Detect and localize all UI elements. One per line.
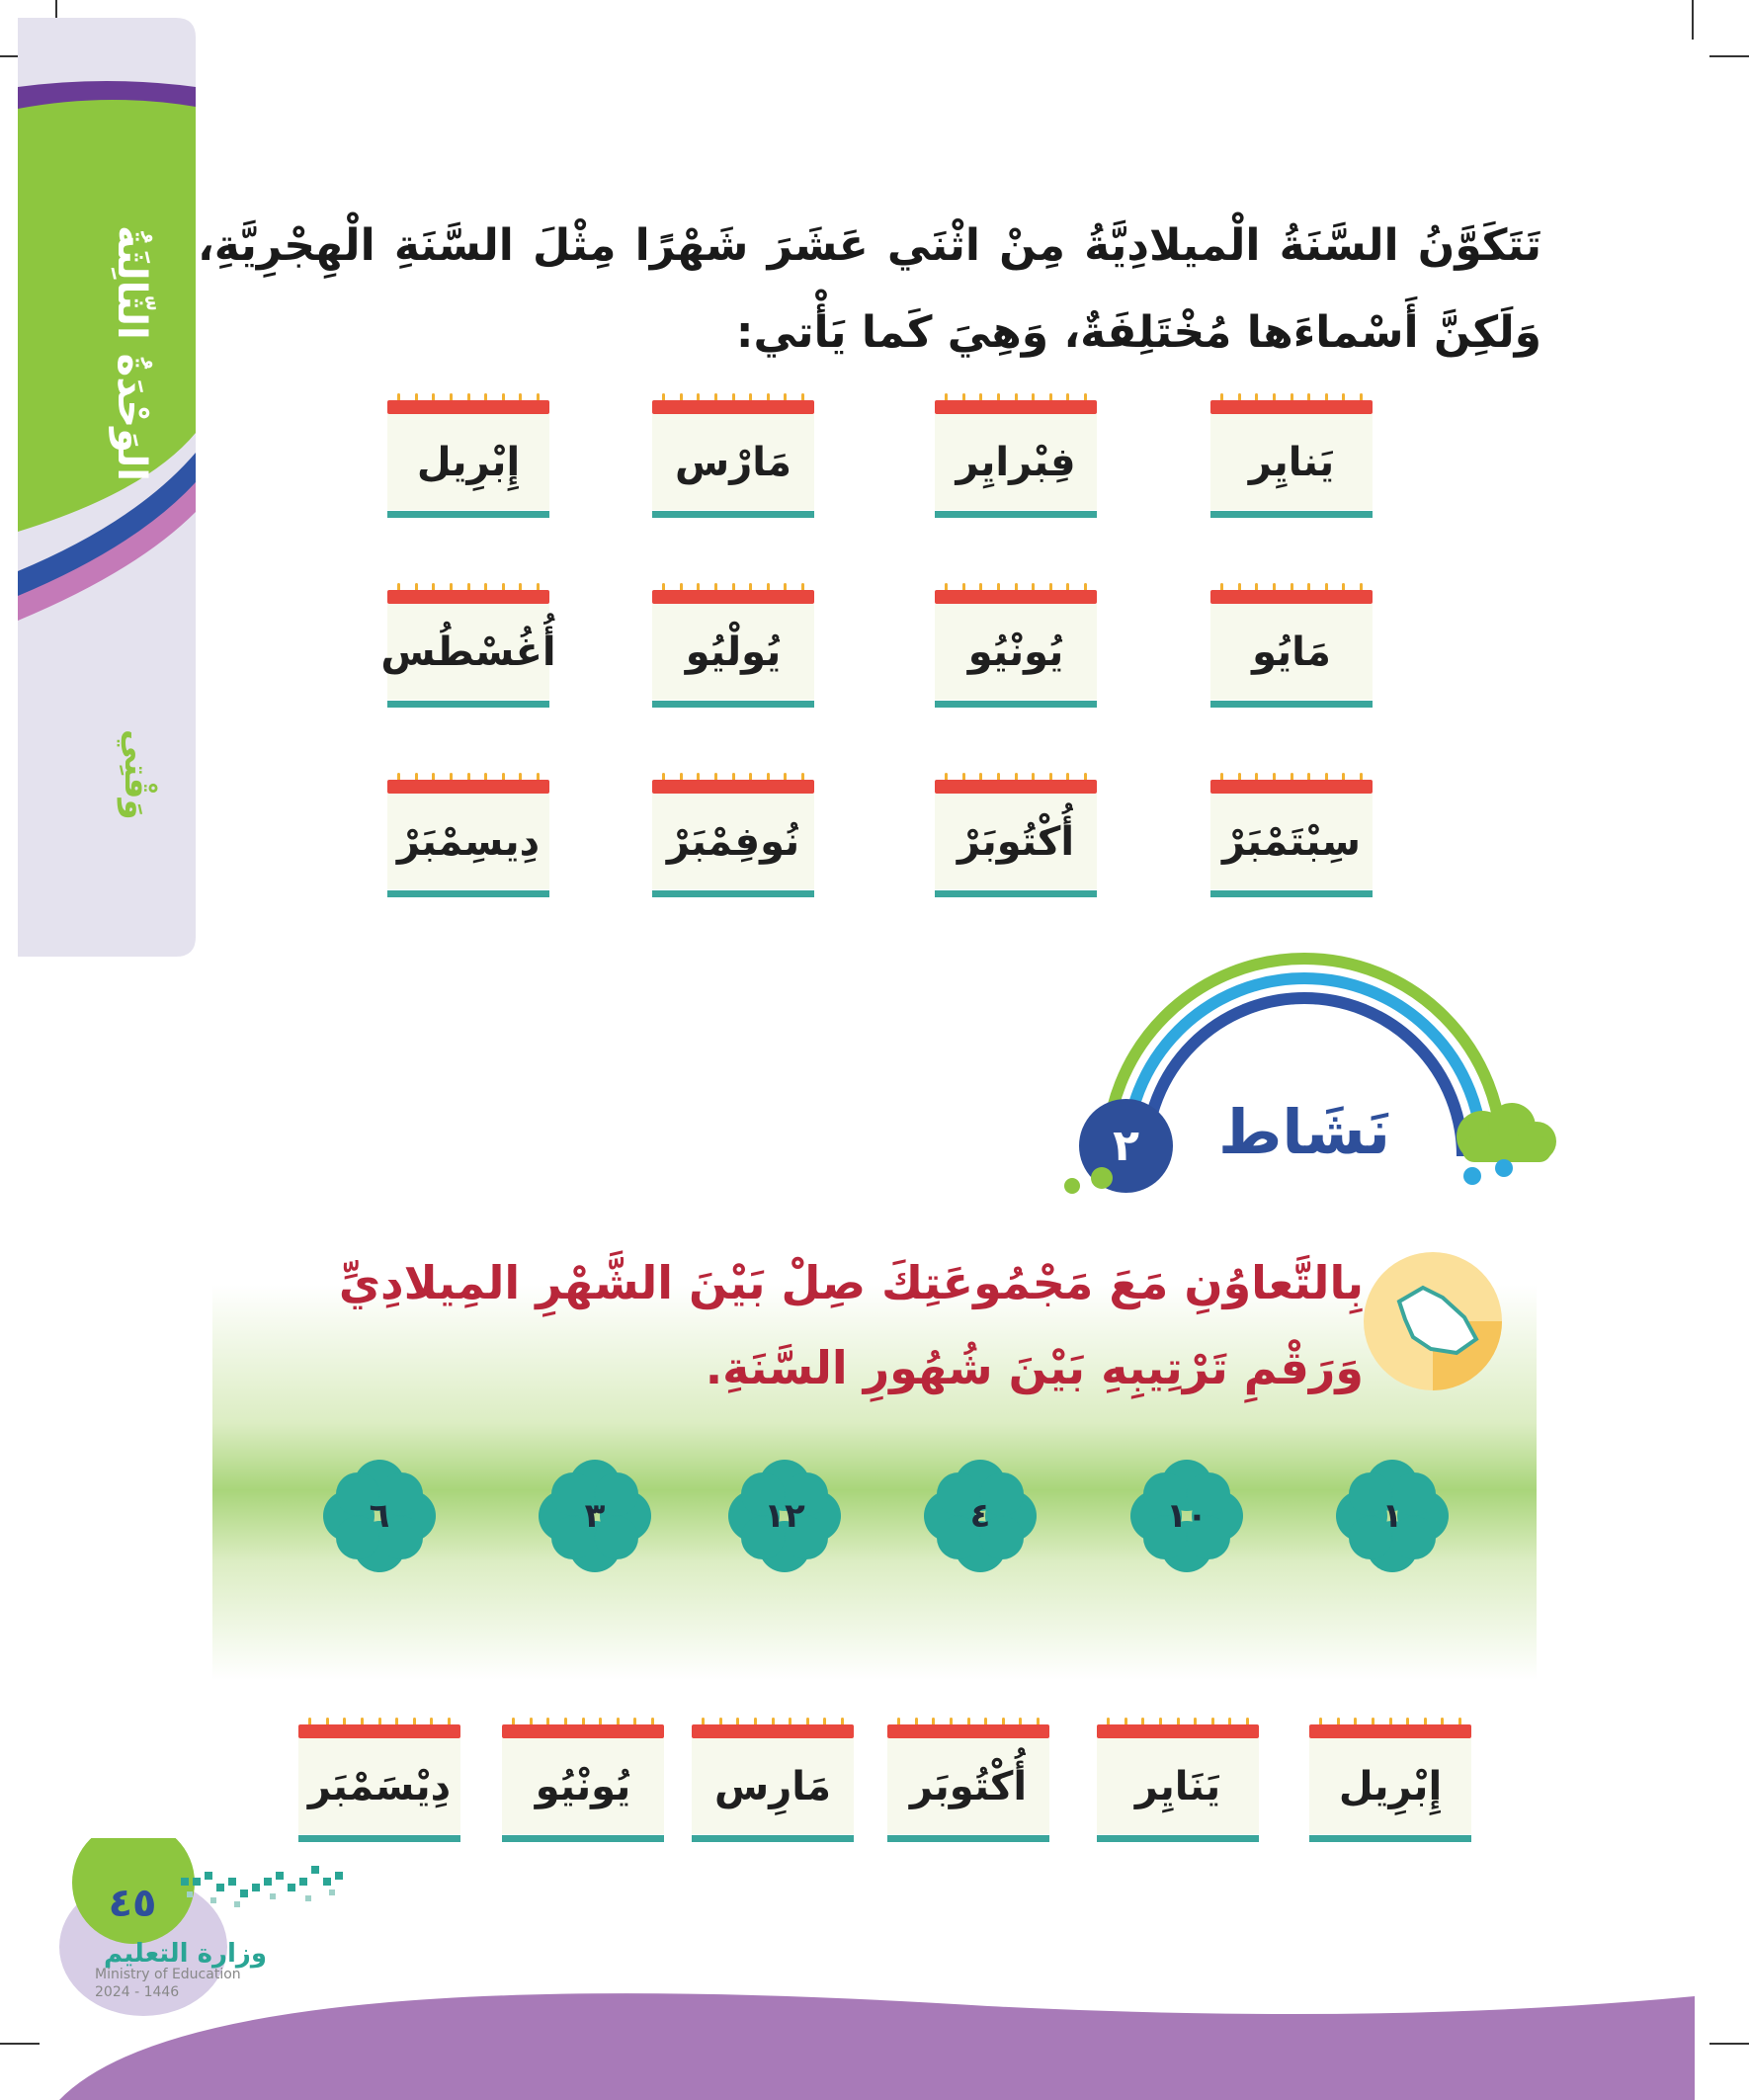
activity-month-card[interactable] [887,1718,1049,1842]
activity-month-card[interactable] [1309,1718,1471,1842]
month-label: يُولْيُو [652,604,814,700]
month-card [935,583,1097,708]
ministry-name-arabic: وزارة التعليم [104,1939,267,1969]
activity-month-card[interactable] [1097,1718,1259,1842]
month-card [652,773,814,897]
month-label: أُكْتُوبَرْ [935,794,1097,889]
month-label: دِيْسَمْبَر [298,1738,460,1834]
number-flower[interactable] [922,1458,1039,1574]
unit-subtitle: وَقْتِي [117,729,156,820]
number-flower[interactable] [1334,1458,1451,1574]
activity-month-card[interactable] [692,1718,854,1842]
activity-instruction: بِالتَّعاوُنِ مَعَ مَجْمُوعَتِكَ صِلْ بَيْنَ الشَّهْرِ المِيلادِيِّ وَرَقْمِ تَرْتِيبِهِ بَيْنَ شُهُورِ السَّنَةِ. [338,1256,1364,1394]
crop-mark [1709,55,1749,57]
month-label: مَايُو [1210,604,1373,700]
month-card [1210,583,1373,708]
month-label: إِبْرِيل [387,414,549,510]
month-label: دِيسِمْبَرْ [387,794,549,889]
month-card [380,583,556,708]
month-label: أُكْتُوبَر [887,1738,1049,1834]
month-card [935,393,1097,518]
activity-month-card[interactable] [298,1718,460,1842]
edition-year: 2024 - 1446 [95,1984,180,2000]
month-label: مَارْس [652,414,814,510]
unit-title: الوَحْدَةُ الثّالِثَةُ [109,225,154,481]
flower-number: ٦ [369,1496,390,1536]
flower-number: ١٠ [1166,1496,1208,1536]
activity-title: نَشَاط [1217,1095,1391,1168]
month-card [1210,393,1373,518]
activity-month-card[interactable] [502,1718,664,1842]
flower-number: ٤ [969,1496,991,1536]
number-flower[interactable] [321,1458,438,1574]
month-card [652,583,814,708]
month-card [387,393,549,518]
month-label: يُونْيُو [502,1738,664,1834]
month-card [652,393,814,518]
ministry-name-english: Ministry of Education [95,1967,241,1982]
month-label: يَنايِر [1210,414,1373,510]
month-label: يُونْيُو [935,604,1097,700]
sparkle-icon [1057,1156,1126,1206]
month-label: نُوفِمْبَرْ [652,794,814,889]
flower-number: ١٢ [764,1496,805,1536]
month-card [1210,773,1373,897]
month-label: فِبْرايِر [935,414,1097,510]
flower-number: ١ [1381,1496,1403,1536]
intro-paragraph: تَتَكَوَّنُ السَّنَةُ الْميلادِيَّةُ مِنْ اثْنَي عَشَرَ شَهْرًا مِثْلَ السَّنَةِ الْهِجْرِيَّةِ، وَلَكِنَّ أَسْماءَها مُخْتَلِفَةٌ، وَهِيَ كَما يَأْتي: [198,220,1541,358]
month-card [387,773,549,897]
month-label: يَنَايِر [1097,1738,1259,1834]
month-label: إِبْرِيل [1309,1738,1471,1834]
number-flower[interactable] [537,1458,653,1574]
number-flower[interactable] [726,1458,843,1574]
month-card [935,773,1097,897]
flower-number: ٣ [584,1496,606,1536]
month-label: سِبْتَمْبَرْ [1210,794,1373,889]
number-flower[interactable] [1128,1458,1245,1574]
page-number: ٤٥ [108,1881,157,1926]
month-label: أُغُسْطُس [387,604,549,700]
crop-mark [1692,0,1694,40]
map-icon [1362,1250,1505,1393]
ministry-logo-icon [176,1858,349,1917]
month-label: مَارِس [692,1738,854,1834]
activity-number-badge: ٢ [1079,1099,1173,1193]
unit-side-tab [18,18,196,957]
